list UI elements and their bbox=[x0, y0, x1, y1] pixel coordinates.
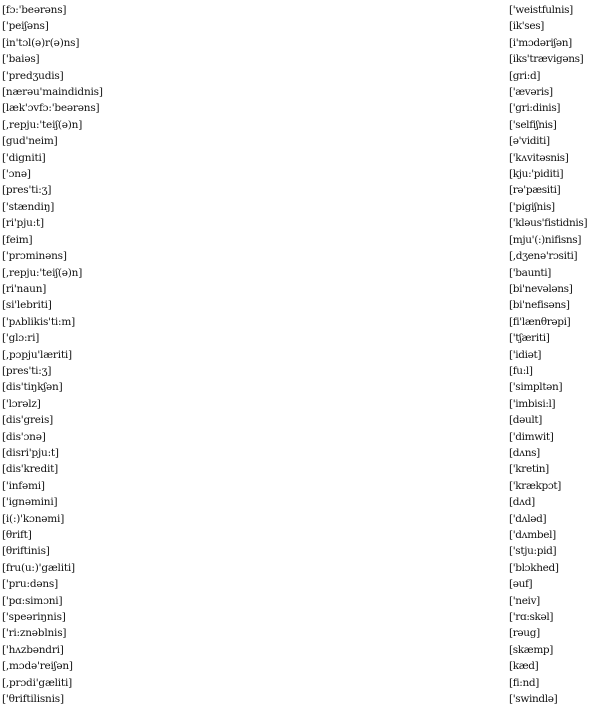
phonetic-entry: [dis'greis] bbox=[2, 414, 54, 427]
phonetic-entry: [əuf] bbox=[509, 578, 533, 591]
phonetic-entry: ['kʌvitəsnis] bbox=[509, 151, 569, 164]
phonetic-entry: ['gri:dinis] bbox=[509, 102, 561, 115]
phonetic-entry: [si'lebriti] bbox=[2, 299, 52, 312]
phonetic-entry: [,repju:'teiʃ(ə)n] bbox=[2, 266, 83, 279]
phonetic-entry: ['peiʃəns] bbox=[2, 20, 49, 33]
phonetic-entry: ['neiv] bbox=[509, 594, 540, 607]
phonetic-entry: [rəug] bbox=[509, 627, 540, 640]
phonetic-entry: ['dʌmbel] bbox=[509, 529, 556, 541]
phonetic-entry: [i'mɔdəriʃən] bbox=[509, 36, 572, 49]
phonetic-entry: ['pʌblikis'ti:m] bbox=[2, 315, 76, 328]
phonetic-entry: [gud'neim] bbox=[2, 135, 58, 148]
phonetic-entry: ['θriftilisnis] bbox=[2, 693, 64, 706]
phonetic-entry: [nærəu'maindidnis] bbox=[2, 86, 103, 99]
phonetic-entry: [skæmp] bbox=[509, 643, 554, 656]
phonetic-entry: [fɔ:'beərəns] bbox=[2, 4, 67, 16]
phonetic-entry: [iks'trævigəns] bbox=[509, 53, 584, 66]
phonetic-entry: ['weistfulnis] bbox=[509, 4, 573, 16]
phonetic-entry: [ik'ses] bbox=[509, 20, 544, 33]
phonetic-entry: ['ignəmini] bbox=[2, 496, 58, 509]
phonetic-entry: [,pɔpju'læriti] bbox=[2, 348, 72, 361]
phonetic-entry: [ə'viditi] bbox=[509, 135, 550, 148]
phonetic-entry: ['predʒudis] bbox=[2, 69, 64, 82]
phonetic-entry: ['ri:znəblnis] bbox=[2, 627, 67, 640]
phonetic-entry: ['pigiʃnis] bbox=[509, 200, 555, 213]
phonetic-entry: ['swindlə] bbox=[509, 693, 558, 706]
phonetic-entry: [,dʒenə'rɔsiti] bbox=[509, 250, 578, 263]
phonetic-entry: ['kləus'fistidnis] bbox=[509, 217, 588, 230]
phonetic-entry: ['ævəris] bbox=[509, 86, 553, 99]
phonetic-entry: [fi:nd] bbox=[509, 676, 540, 689]
phonetic-entry: [ri'naun] bbox=[2, 282, 47, 295]
phonetic-entry: [i(:)'kɔnəmi] bbox=[2, 512, 65, 525]
phonetic-entry: ['idiət] bbox=[509, 348, 542, 361]
phonetic-entry: ['imbisi:l] bbox=[509, 397, 556, 410]
phonetic-entry: [feim] bbox=[2, 233, 33, 246]
phonetic-entry: [rə'pæsiti] bbox=[509, 184, 561, 197]
left-transcription-column bbox=[2, 2, 242, 707]
phonetic-entry: [bi'nevələns] bbox=[509, 282, 573, 295]
phonetic-entry: ['digniti] bbox=[2, 151, 46, 164]
phonetic-entry: [dʌns] bbox=[509, 446, 540, 459]
phonetic-entry: ['speəriŋnis] bbox=[2, 611, 66, 624]
phonetic-entry: ['baunti] bbox=[509, 266, 552, 279]
phonetic-entry: ['kretin] bbox=[509, 463, 549, 476]
phonetic-entry: ['stændiŋ] bbox=[2, 200, 55, 213]
phonetic-entry: [mju'(:)nifisns] bbox=[509, 233, 582, 246]
phonetic-entry: ['rɑ:skəl] bbox=[509, 611, 554, 624]
phonetic-entry: ['dimwit] bbox=[509, 430, 554, 443]
phonetic-entry: [dəult] bbox=[509, 414, 543, 427]
phonetic-entry: [gri:d] bbox=[509, 69, 541, 82]
phonetic-entry: ['lɔrəlz] bbox=[2, 397, 41, 410]
phonetic-entry: ['selfiʃnis] bbox=[509, 118, 557, 131]
phonetic-entry: [fi'lænθrəpi] bbox=[509, 315, 571, 328]
phonetic-entry: [in'tɔl(ə)r(ə)ns] bbox=[2, 36, 80, 49]
phonetic-entry: ['ɔnə] bbox=[2, 168, 31, 181]
phonetic-entry: [bi'nefisəns] bbox=[509, 299, 570, 312]
phonetic-entry: ['simpltən] bbox=[509, 381, 563, 394]
phonetic-entry: ['pɑ:simɔni] bbox=[2, 594, 63, 607]
phonetic-entry: [dʌd] bbox=[509, 496, 535, 509]
phonetic-entry: ['infəmi] bbox=[2, 479, 45, 492]
phonetic-entry: ['baiəs] bbox=[2, 53, 40, 66]
phonetic-entry: [disri'pju:t] bbox=[2, 446, 59, 459]
phonetic-entry: [,repju:'teiʃ(ə)n] bbox=[2, 118, 83, 131]
phonetic-entry: [fru(u:)'gæliti] bbox=[2, 561, 75, 574]
phonetic-entry: ['tʃæriti] bbox=[509, 332, 550, 345]
phonetic-entry: [θrift] bbox=[2, 529, 32, 541]
phonetic-entry: [kæd] bbox=[509, 660, 539, 673]
phonetic-entry: [kju:'piditi] bbox=[509, 168, 564, 181]
phonetic-entry: [dis'tiŋkʃən] bbox=[2, 381, 63, 394]
phonetic-entry: [pres'ti:ʒ] bbox=[2, 364, 52, 377]
phonetic-entry: ['hʌzbəndri] bbox=[2, 643, 64, 656]
phonetic-entry: ['pru:dəns] bbox=[2, 578, 59, 591]
phonetic-entry: [fu:l] bbox=[509, 364, 533, 377]
phonetic-entry: ['glɔ:ri] bbox=[2, 332, 40, 345]
phonetic-entry: ['blɔkhed] bbox=[509, 561, 559, 574]
phonetic-entry: ['dʌləd] bbox=[509, 512, 547, 525]
phonetic-entry: ['stju:pid] bbox=[509, 545, 557, 558]
phonetic-entry: [dis'kredit] bbox=[2, 463, 59, 476]
right-transcription-column bbox=[509, 2, 589, 707]
phonetic-entry: ['prɔminəns] bbox=[2, 250, 67, 263]
phonetic-entry: ['krækpɔt] bbox=[509, 479, 562, 492]
phonetic-entry: [θriftinis] bbox=[2, 545, 50, 558]
phonetic-entry: [ri'pju:t] bbox=[2, 217, 44, 230]
phonetic-entry: [,prɔdi'gæliti] bbox=[2, 676, 73, 689]
phonetic-entry: [dis'ɔnə] bbox=[2, 430, 46, 443]
phonetic-entry: [,mɔdə'reiʃən] bbox=[2, 660, 73, 673]
phonetic-entry: [læk'ɔvfɔ:'beərəns] bbox=[2, 102, 100, 115]
phonetic-entry: [pres'ti:ʒ] bbox=[2, 184, 52, 197]
